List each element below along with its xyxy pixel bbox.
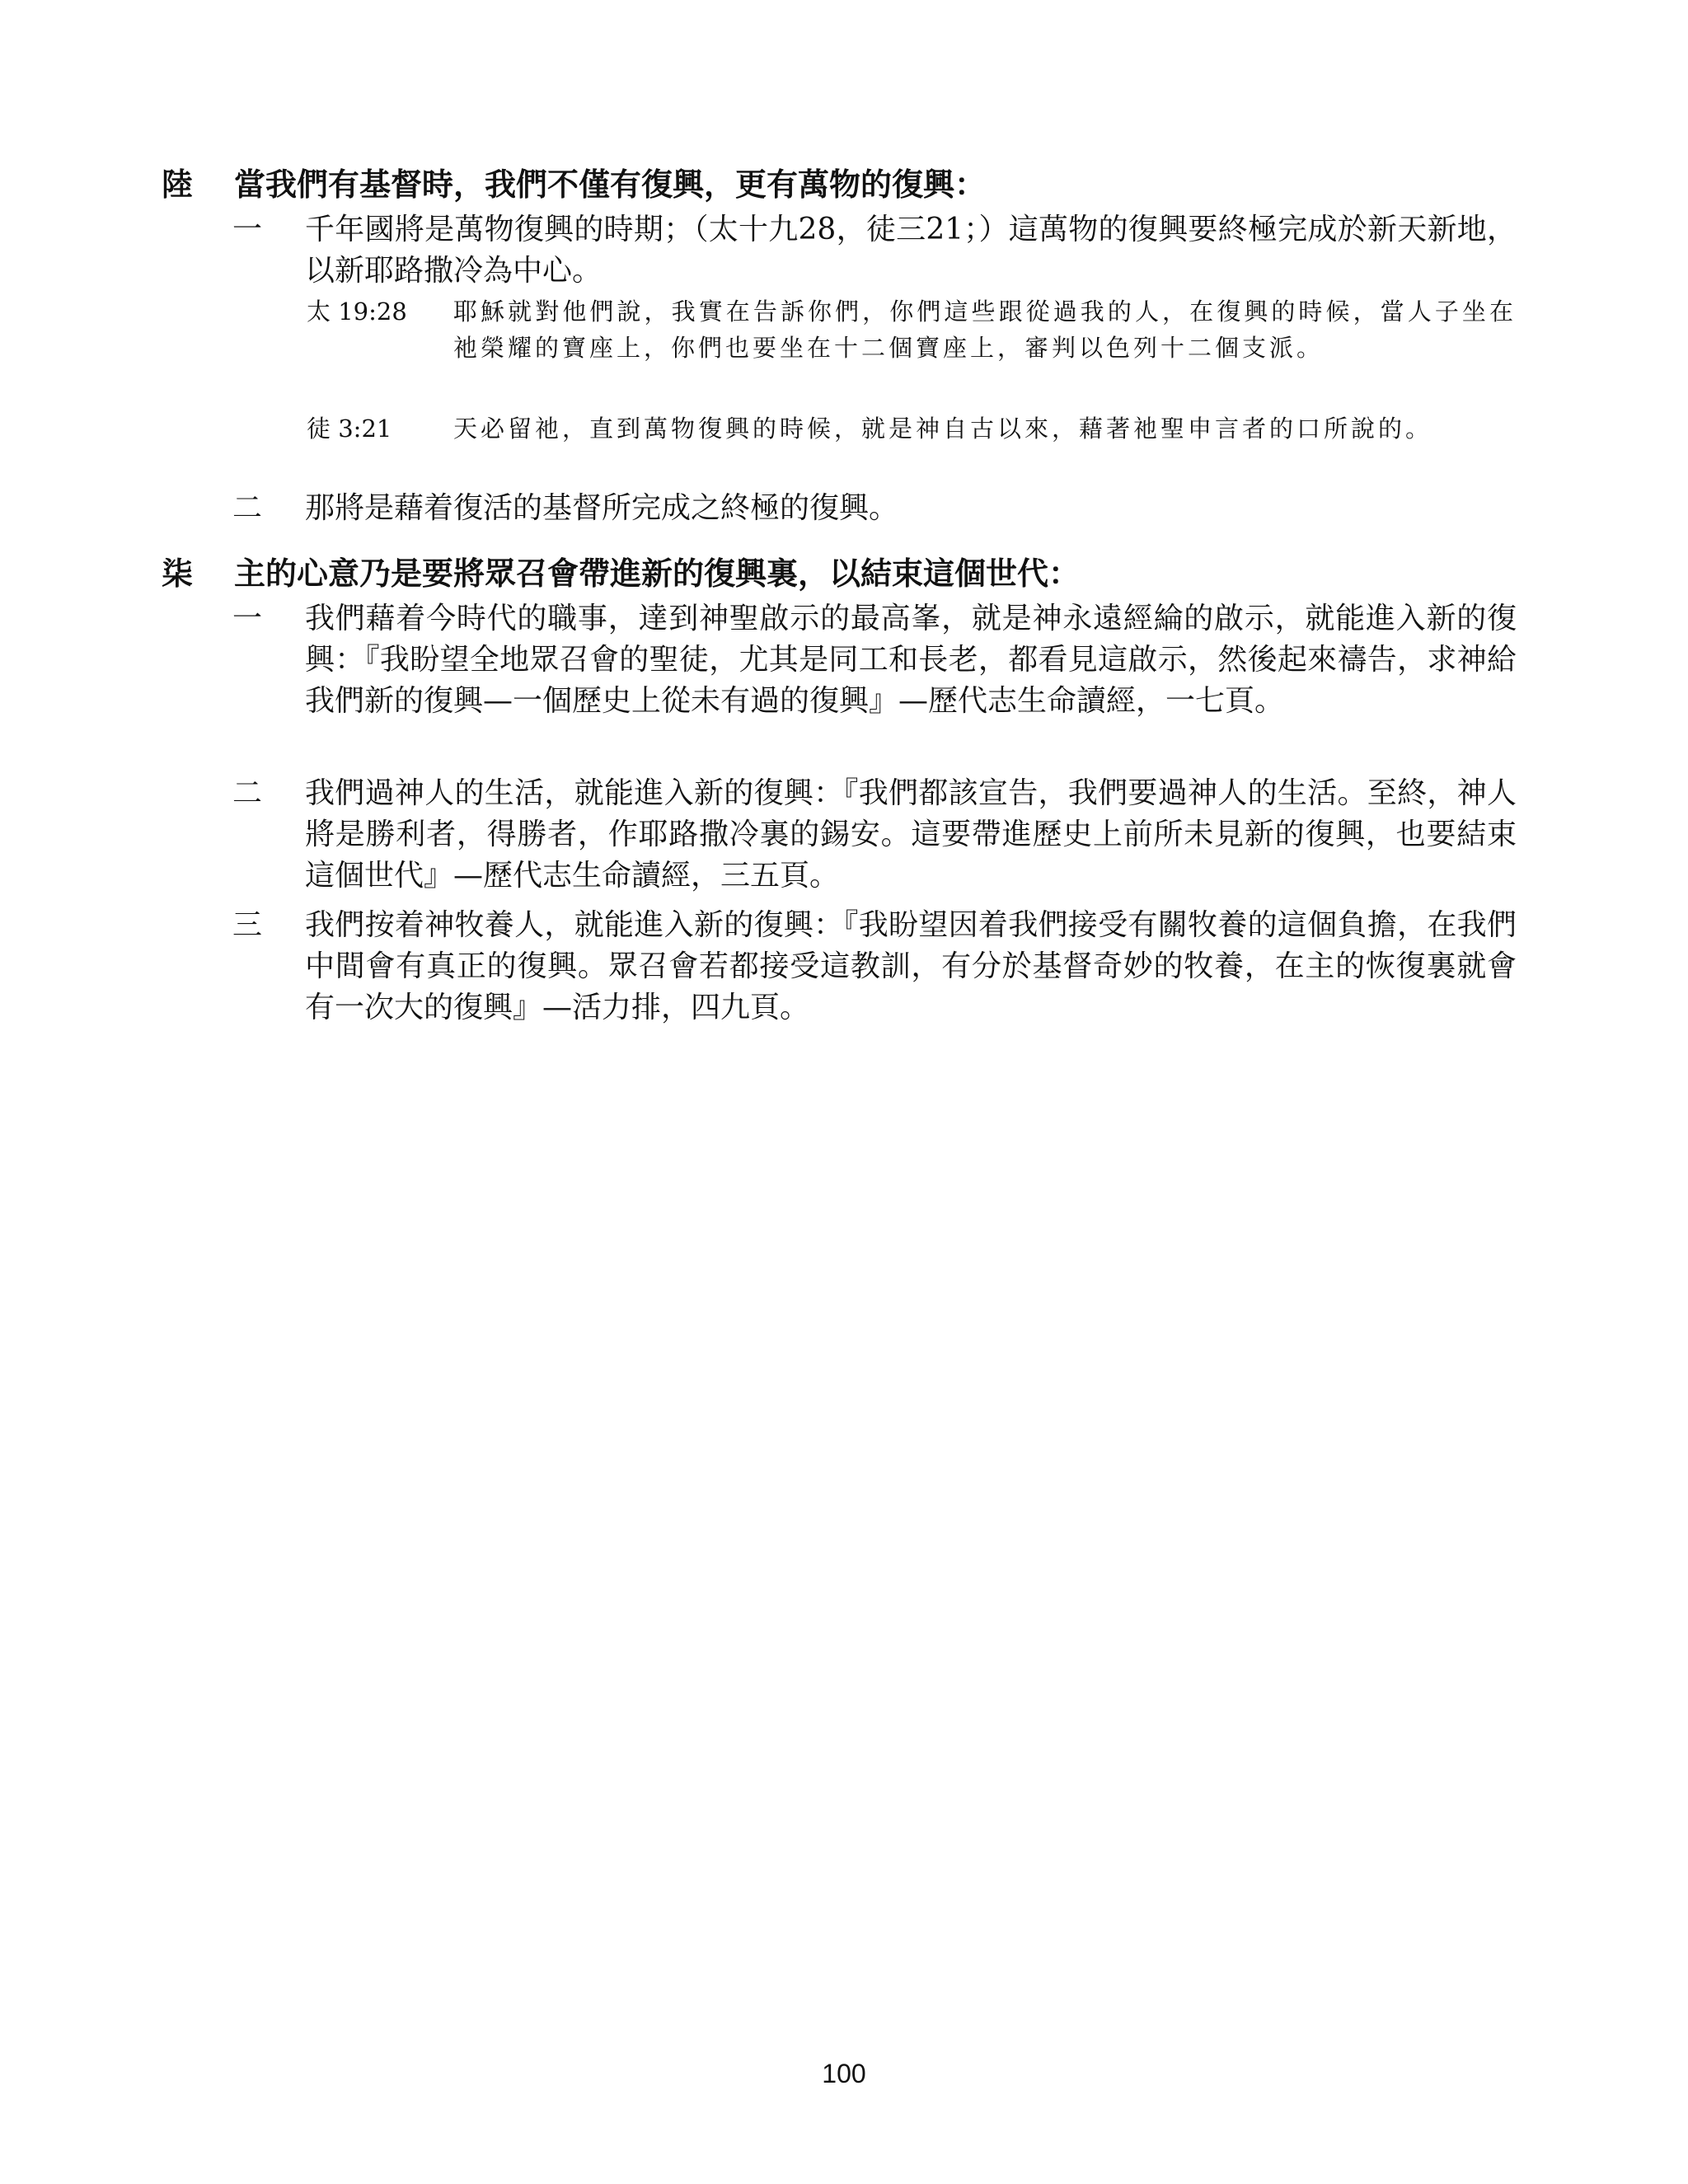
verse-text: 天必留祂，直到萬物復興的時候，就是神自古以來，藉著祂聖申言者的口所說的。 [453, 415, 1433, 443]
point-text: 我們藉着今時代的職事，達到神聖啟示的最高峯，就是神永遠經綸的啟示，就能進入新的復興：『我盼望全地眾召會的聖徒，尤其是同工和長老，都看見這啟示，然後起來禱告，求神給我們新的復興—一個歷史上從未有過的復興』—歷代志生命讀經，一七頁。 [305, 602, 1517, 718]
point-number: 一 [232, 602, 263, 635]
verse-reference: 徒 3:21 [307, 415, 392, 443]
point-number: 三 [232, 908, 263, 942]
verse-text: 耶穌就對他們說，我實在告訴你們，你們這些跟從過我的人，在復興的時候，當人子坐在祂榮耀的寶座上，你們也要坐在十二個寶座上，審判以色列十二個支派。 [453, 298, 1517, 362]
point-text: 那將是藉着復活的基督所完成之終極的復興。 [305, 491, 899, 525]
point-number: 二 [232, 491, 263, 525]
section-title: 當我們有基督時，我們不僅有復興，更有萬物的復興： [234, 166, 987, 203]
section-title: 主的心意乃是要將眾召會帶進新的復興裏，以結束這個世代： [234, 555, 1081, 592]
point-number: 一 [232, 213, 263, 246]
point-number: 二 [232, 776, 263, 810]
verse-reference: 太 19:28 [307, 298, 407, 326]
section-number: 柒 [162, 555, 194, 592]
point-text: 我們按着神牧養人，就能進入新的復興：『我盼望因着我們接受有關牧養的這個負擔，在我們中間會有真正的復興。眾召會若都接受這教訓，有分於基督奇妙的牧養，在主的恢復裏就會有一次大的復興』—活力排，四九頁。 [305, 908, 1517, 1024]
point-text: 我們過神人的生活，就能進入新的復興：『我們都該宣告，我們要過神人的生活。至終，神人將是勝利者，得勝者，作耶路撒冷裏的錫安。這要帶進歷史上前所未見新的復興，也要結束這個世代』—歷代志生命讀經，三五頁。 [305, 776, 1517, 893]
section-number: 陸 [162, 166, 194, 203]
point-text: 千年國將是萬物復興的時期；（太十九28，徒三21；）這萬物的復興要終極完成於新天新地，以新耶路撒冷為中心。 [305, 213, 1517, 288]
page-number: 100 [822, 2059, 866, 2088]
